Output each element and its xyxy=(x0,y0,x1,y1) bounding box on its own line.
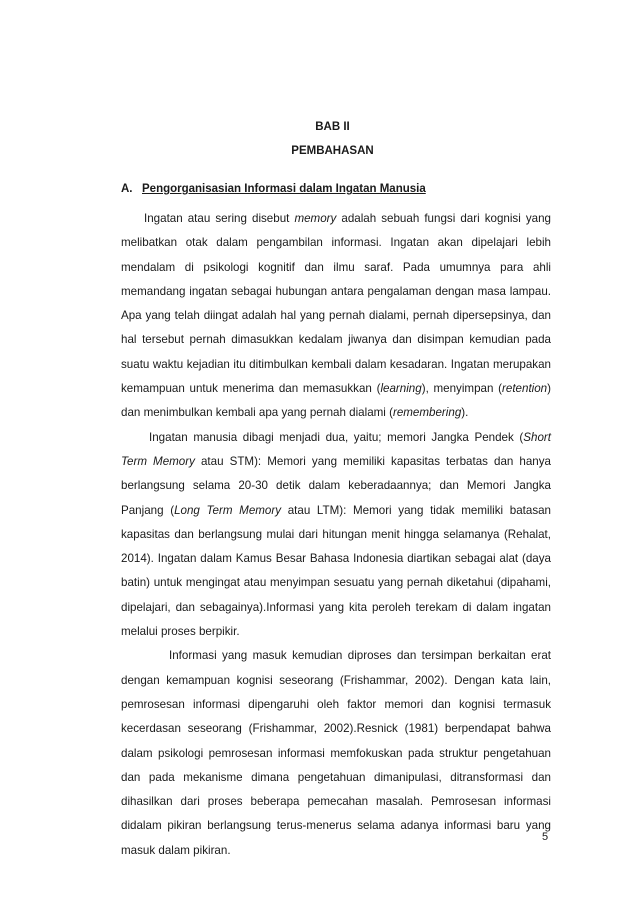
text-run: Ingatan manusia dibagi menjadi dua, yaitu; memori Jangka Pendek ( xyxy=(149,430,524,444)
section-heading xyxy=(121,183,426,195)
text-run: ) dan menimbulkan kembali apa yang pernah dialami ( xyxy=(121,382,552,420)
text-run: ). xyxy=(461,406,469,420)
paragraph xyxy=(121,644,551,863)
italic-term: retention xyxy=(502,382,548,396)
italic-term: Short Term Memory xyxy=(121,430,551,468)
chapter-title: PEMBAHASAN xyxy=(291,145,374,157)
section-letter: A. xyxy=(121,183,133,195)
italic-term: remembering xyxy=(392,406,462,420)
text-run: atau LTM): Memori yang tidak memiliki batasan kapasitas dan berlangsung mulai dari hitungan menit hingga selamanya (Rehalat, 2014). Ingatan dalam Kamus Besar Bahasa Indonesia diartikan sebagai alat (daya batin) untuk mengingat atau menyimpan sesuatu yang pernah diketahui (dipahami, dipelajari, dan sebagainya).Informasi yang kita peroleh terekam di dalam ingatan melalui proses berpikir. xyxy=(121,503,552,639)
italic-term: Long Term Memory xyxy=(174,503,282,517)
text-run: atau STM): Memori yang memiliki kapasitas terbatas dan hanya berlangsung selama 20-30 detik dalam keberadaannya; dan Memori Jangka Panjang ( xyxy=(121,454,551,517)
text-run: adalah sebuah fungsi dari kognisi yang melibatkan otak dalam pengambilan informasi. Ingatan akan dipelajari lebih mendalam di psikologi kognitif dan ilmu saraf. Pada umumnya para ahli memandang ingatan sebagai hubungan antara pengalaman dengan masa lampau. Apa yang telah diingat adalah hal yang pernah dialami, pernah dipersepsinya, dan hal tersebut pernah dimasukkan kedalam jiwanya dan disimpan kemudian pada suatu waktu kejadian itu ditimbulkan kembali dalam kesadaran. Ingatan merupakan kemampuan untuk menerima dan memasukkan ( xyxy=(121,212,551,396)
italic-term: learning xyxy=(380,382,422,396)
page-number: 5 xyxy=(542,831,549,843)
italic-term: memory xyxy=(294,212,337,225)
text-run: Ingatan atau sering disebut xyxy=(144,212,295,225)
paragraph xyxy=(121,426,551,645)
body-text xyxy=(121,207,551,863)
paragraph xyxy=(121,207,551,426)
section-title: Pengorganisasian Informasi dalam Ingatan Manusia xyxy=(142,183,426,195)
chapter-label: BAB II xyxy=(315,121,350,133)
text-run: ), menyimpan ( xyxy=(421,382,503,396)
text-run: Informasi yang masuk kemudian diproses dan tersimpan berkaitan erat dengan kemampuan kognisi seseorang (Frishammar, 2002). Dengan kata lain, pemrosesan informasi dipengaruhi oleh faktor memori dan kognisi termasuk kecerdasan seseorang (Frishammar, 2002).Resnick (1981) berpendapat bahwa dalam psikologi pemrosesan informasi memfokuskan pada struktur pengetahuan dan pada mekanisme dimana pengetahuan dimanipulasi, ditransformasi dan dihasilkan dari proses beberapa pemecahan masalah. Pemrosesan informasi didalam pikiran berlangsung terus-menerus selama adanya informasi baru yang masuk dalam pikiran. xyxy=(121,649,551,857)
